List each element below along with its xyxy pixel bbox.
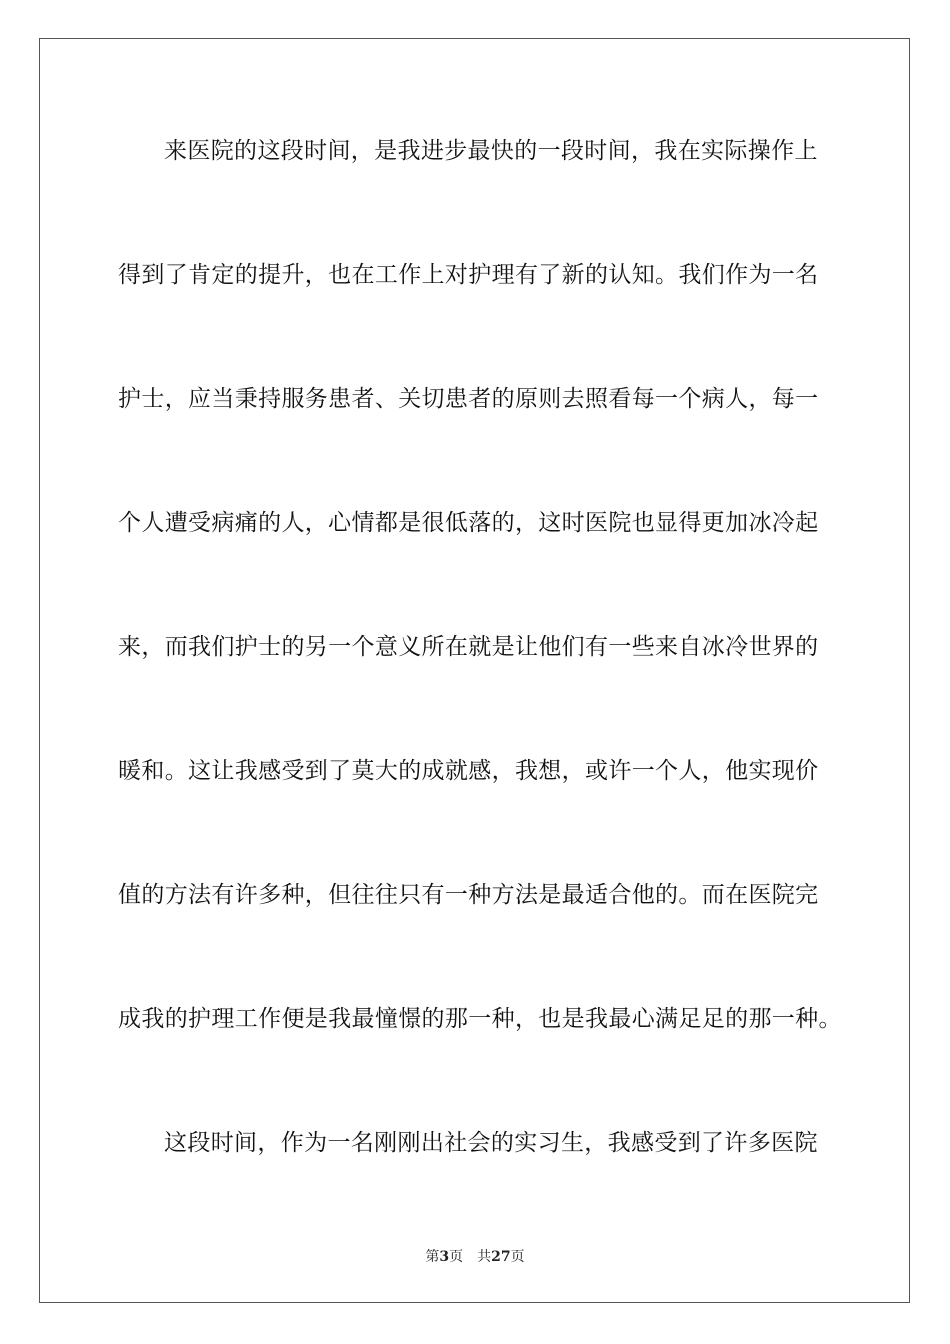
document-body xyxy=(118,131,842,1247)
paragraph-line: 值的方法有许多种，但往往只有一种方法是最适合他的。而在医院完 xyxy=(118,882,819,908)
paragraph-line: 来，而我们护士的另一个意义所在就是让他们有一些来自冰冷世界的 xyxy=(118,634,819,660)
total-pages: 27 xyxy=(491,1249,511,1265)
paragraph-line: 这段时间，作为一名刚刚出社会的实习生，我感受到了许多医院 xyxy=(164,1130,818,1156)
paragraph-line: 成我的护理工作便是我最憧憬的那一种，也是我最心满足足的那一种。 xyxy=(118,1006,842,1032)
page-footer xyxy=(0,1248,950,1266)
total-prefix: 共 xyxy=(477,1249,492,1265)
paragraph-line: 护士，应当秉持服务患者、关切患者的原则去照看每一个病人，每一 xyxy=(118,386,819,412)
paragraph-line: 个人遭受病痛的人，心情都是很低落的，这时医院也显得更加冰冷起 xyxy=(118,510,819,536)
total-suffix: 页 xyxy=(510,1249,525,1265)
paragraph-line: 得到了肯定的提升，也在工作上对护理有了新的认知。我们作为一名 xyxy=(118,262,819,288)
paragraph-line: 来医院的这段时间，是我进步最快的一段时间，我在实际操作上 xyxy=(164,138,818,164)
paragraph-line: 暖和。这让我感受到了莫大的成就感，我想，或许一个人，他实现价 xyxy=(118,758,819,784)
page-suffix: 页 xyxy=(449,1249,464,1265)
page-prefix: 第 xyxy=(425,1249,440,1265)
page-number: 3 xyxy=(439,1249,450,1265)
